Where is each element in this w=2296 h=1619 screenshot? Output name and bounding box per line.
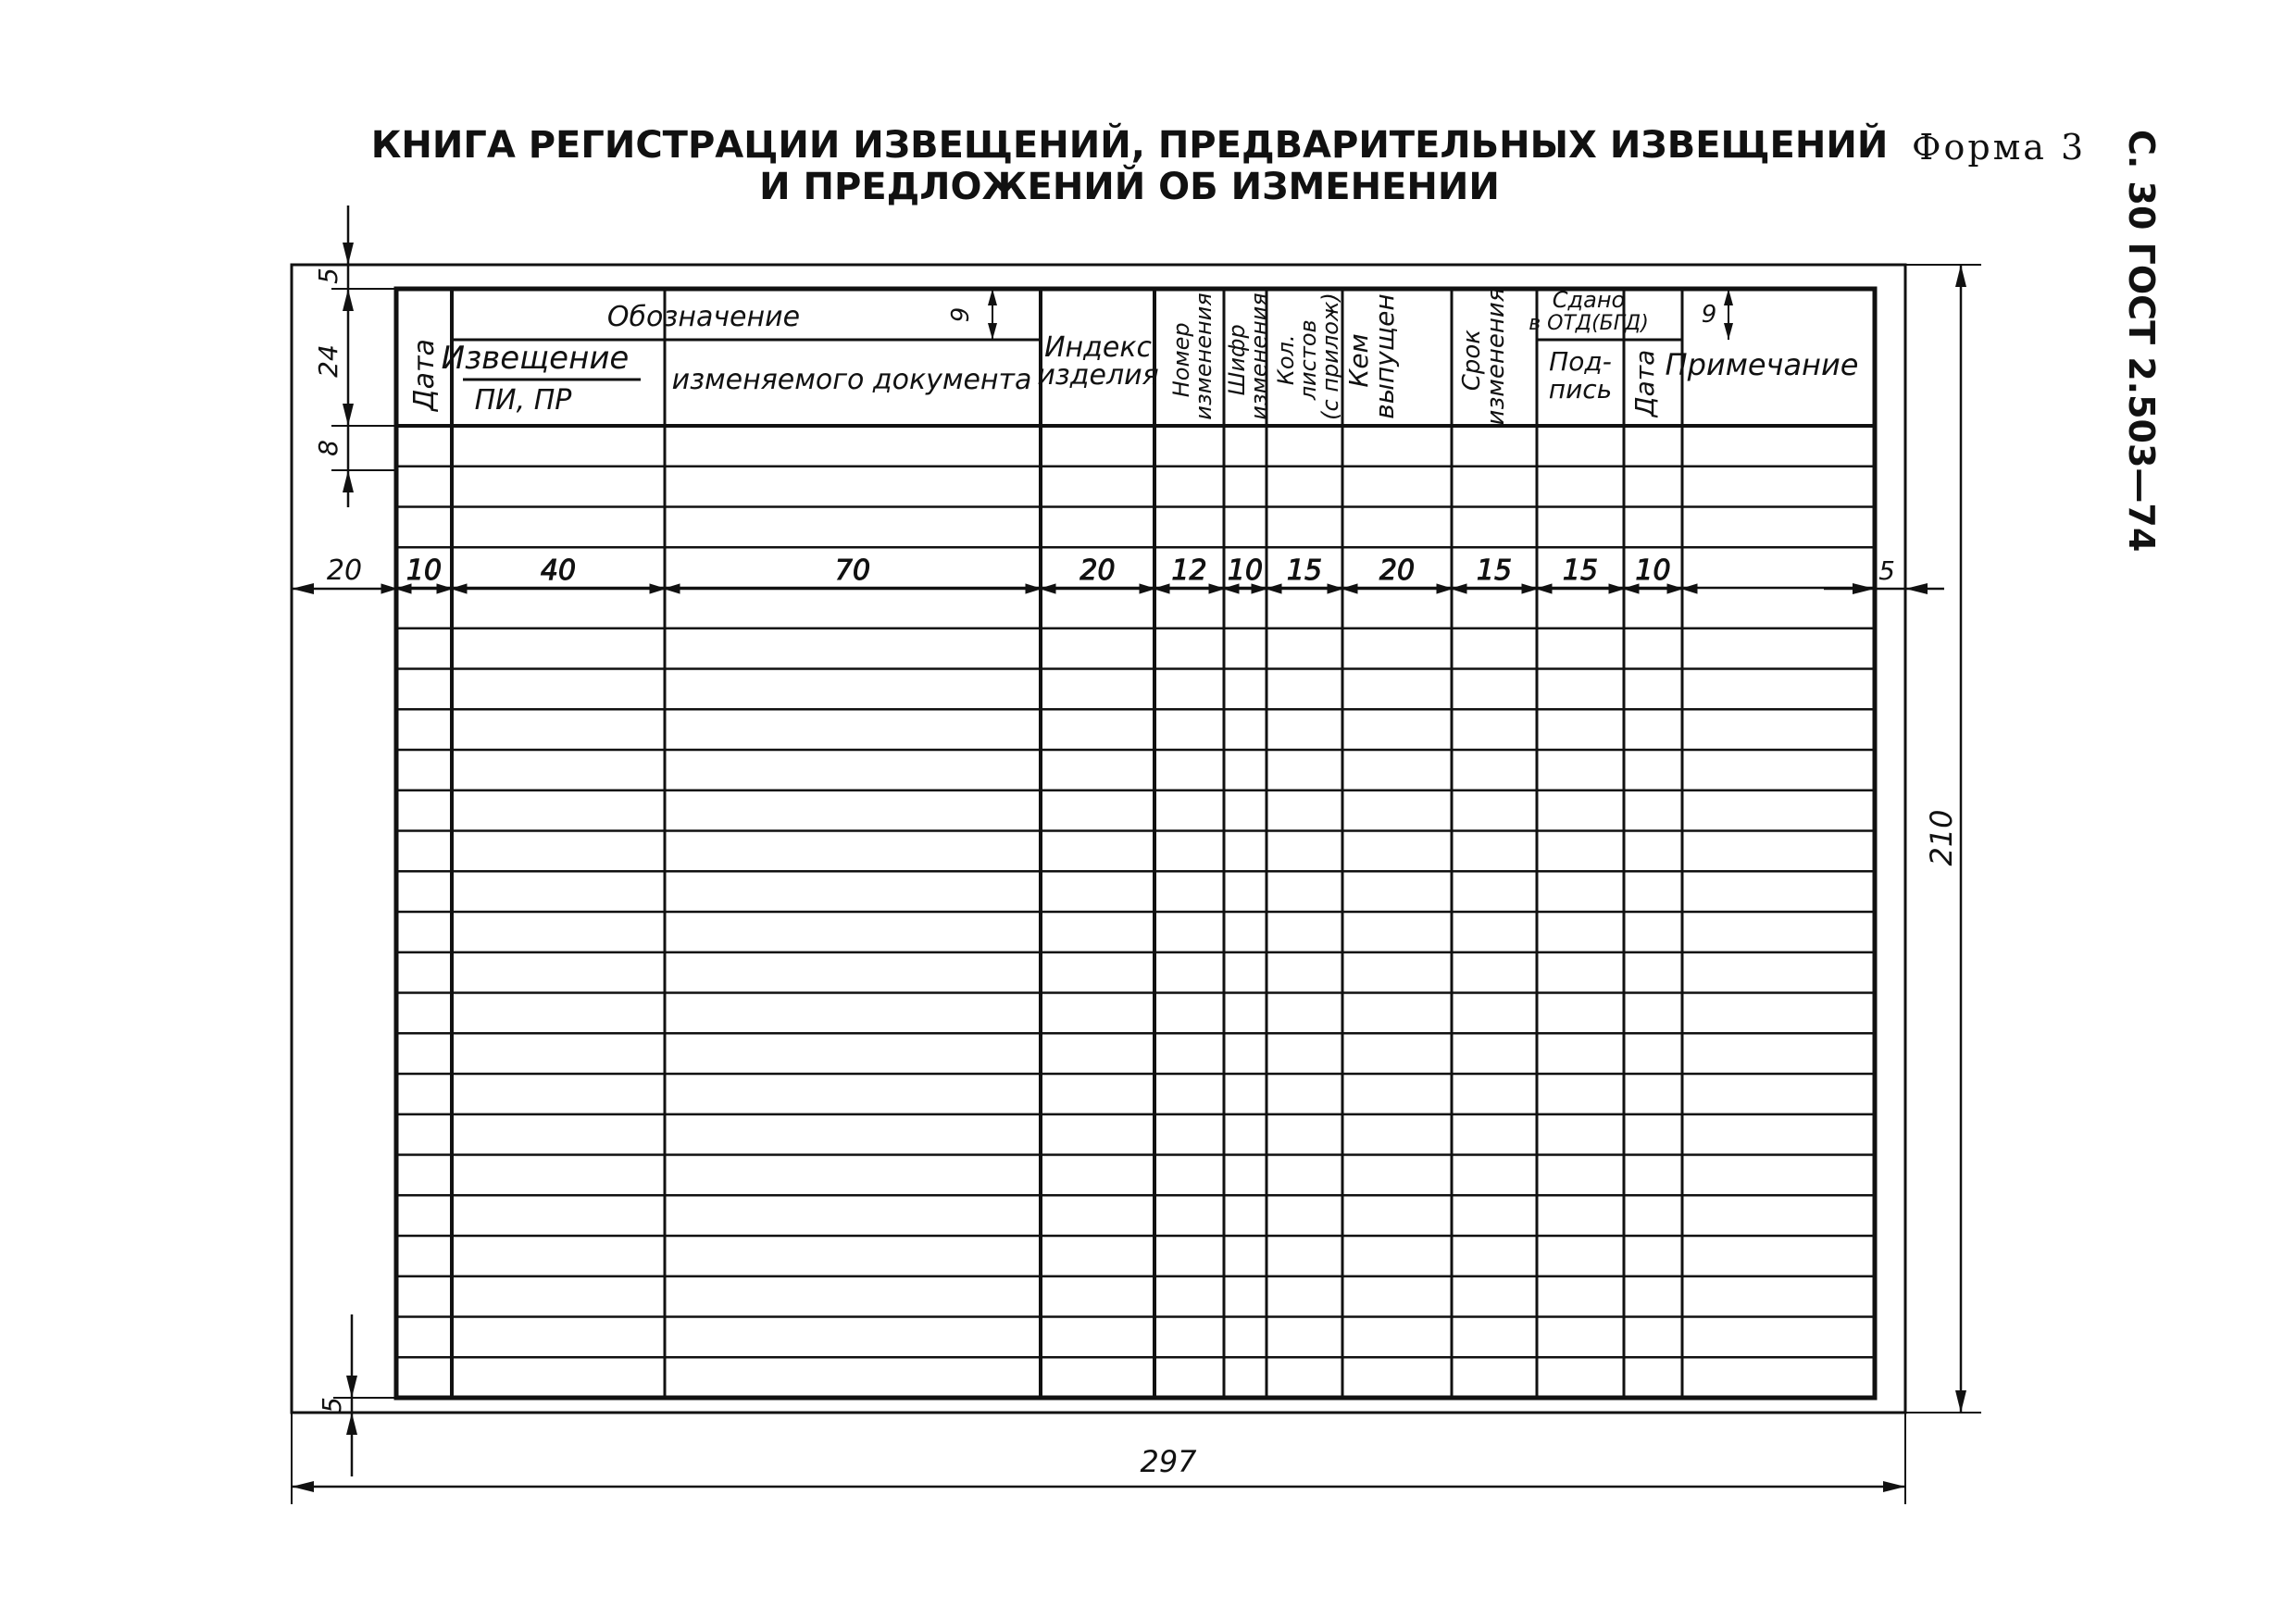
column-width-labels <box>406 554 1671 587</box>
arrowhead <box>988 289 997 305</box>
arrowhead <box>1883 1481 1905 1492</box>
dim-sheet-height: 210 <box>1924 809 1959 866</box>
arrowhead <box>346 1413 357 1435</box>
header-product-index-1: Индекс <box>1044 331 1152 364</box>
dim-top-margin: 5 <box>313 268 343 284</box>
column-width-label: 10 <box>1635 554 1671 587</box>
arrowhead <box>292 1481 314 1492</box>
header-issued-by-line-2: выпущен <box>1369 293 1400 419</box>
column-width-label: 15 <box>1562 554 1599 587</box>
header-handed-over-dept: в ОТД(БГД) <box>1529 312 1649 335</box>
arrowhead <box>1140 584 1154 593</box>
arrowhead <box>1328 584 1342 593</box>
arrowhead <box>1853 583 1875 594</box>
arrowhead <box>1154 584 1169 593</box>
arrowhead <box>1724 323 1733 340</box>
arrowhead <box>1682 584 1697 593</box>
header-sheet-count <box>1273 293 1343 420</box>
header-change-number-line-1: Номер <box>1168 322 1194 398</box>
column-width-label: 20 <box>1379 554 1416 587</box>
arrowhead <box>1026 584 1041 593</box>
column-width-label: 40 <box>540 554 577 587</box>
header-date: Дата <box>408 339 441 411</box>
column-width-label: 12 <box>1171 554 1207 587</box>
column-width-label: 15 <box>1286 554 1323 587</box>
arrowhead <box>1452 584 1466 593</box>
form-label: Форма 3 <box>1912 127 2087 168</box>
arrowhead <box>665 584 680 593</box>
header-designation: Обозначение <box>606 301 801 333</box>
header-issued-by-line-1: Кем <box>1343 333 1374 388</box>
dim-group-header-1: 9 <box>947 306 975 323</box>
header-signature-2: пись <box>1548 374 1613 405</box>
header-remarks: Примечание <box>1665 347 1859 382</box>
arrowhead <box>1522 584 1537 593</box>
column-width-label: 10 <box>406 554 443 587</box>
header-change-number-line-2: изменения <box>1191 293 1217 420</box>
arrowhead <box>1609 584 1624 593</box>
arrowhead <box>988 323 997 340</box>
column-width-label: 10 <box>1227 554 1264 587</box>
column-width-label: 70 <box>834 554 871 587</box>
arrowhead <box>1437 584 1452 593</box>
dim-sheet-width: 297 <box>1140 1444 1197 1479</box>
arrowhead <box>1537 584 1552 593</box>
arrowhead <box>1905 583 1928 594</box>
dim-right-margin: 5 <box>1878 555 1895 586</box>
arrowhead <box>1267 584 1281 593</box>
arrowhead <box>1955 265 1966 287</box>
arrowhead <box>650 584 665 593</box>
header-change-number <box>1168 293 1217 419</box>
header-product-index-2: изделия <box>1037 359 1159 392</box>
header-notice-sub: ПИ, ПР <box>474 384 572 417</box>
arrowhead <box>343 243 354 265</box>
header-issued-by <box>1343 293 1400 418</box>
arrowhead <box>452 584 467 593</box>
header-handed-over: Сдано <box>1552 287 1626 313</box>
arrowhead <box>1041 584 1055 593</box>
dim-group-header-2: 9 <box>1701 301 1717 329</box>
sheet-outline <box>292 265 1905 1413</box>
dim-left-margin: 20 <box>326 554 363 587</box>
column-width-label: 20 <box>1079 554 1116 587</box>
page-reference: С. 30 ГОСТ 2.503—74 <box>2121 130 2162 553</box>
table-frame <box>396 289 1875 1398</box>
header-term-line-1: Срок <box>1458 329 1486 392</box>
header-change-code-line-2: изменения <box>1246 293 1272 420</box>
arrowhead <box>343 470 354 492</box>
header-sheet-count-line-1: Кол. <box>1273 334 1299 386</box>
header-change-code-line-1: Шифр <box>1224 324 1250 396</box>
header-term-line-2: изменения <box>1482 287 1510 426</box>
document-title-line-2: И ПРЕДЛОЖЕНИЙ ОБ ИЗМЕНЕНИИ <box>759 166 1500 208</box>
arrowhead <box>292 583 314 594</box>
arrowhead <box>1724 289 1733 305</box>
arrowhead <box>1209 584 1224 593</box>
dim-row-height: 8 <box>313 440 343 456</box>
arrowhead <box>1342 584 1357 593</box>
arrowhead <box>346 1376 357 1398</box>
header-term <box>1458 288 1510 426</box>
arrowhead <box>343 289 354 311</box>
header-signature-1: Под- <box>1549 346 1612 377</box>
dim-header-height: 24 <box>313 344 343 378</box>
header-notice: Извещение <box>441 340 630 377</box>
table-grid <box>396 289 1875 1398</box>
document-title-line-1: КНИГА РЕГИСТРАЦИИ ИЗВЕЩЕНИЙ, ПРЕДВАРИТЕЛЬНЫХ ИЗВЕЩЕНИЙ <box>370 124 1889 167</box>
header-change-code <box>1224 293 1272 419</box>
arrowhead <box>343 404 354 426</box>
column-width-label: 15 <box>1476 554 1513 587</box>
header-sheet-count-line-3: (с прилож) <box>1317 293 1343 420</box>
dim-bottom-margin: 5 <box>317 1397 347 1414</box>
header-sheet-count-line-2: листов <box>1295 319 1321 401</box>
arrowhead <box>1955 1390 1966 1413</box>
table-header <box>408 287 1858 425</box>
header-handed-date: Дата <box>1629 349 1660 417</box>
header-changed-document: изменяемого документа <box>671 364 1032 396</box>
